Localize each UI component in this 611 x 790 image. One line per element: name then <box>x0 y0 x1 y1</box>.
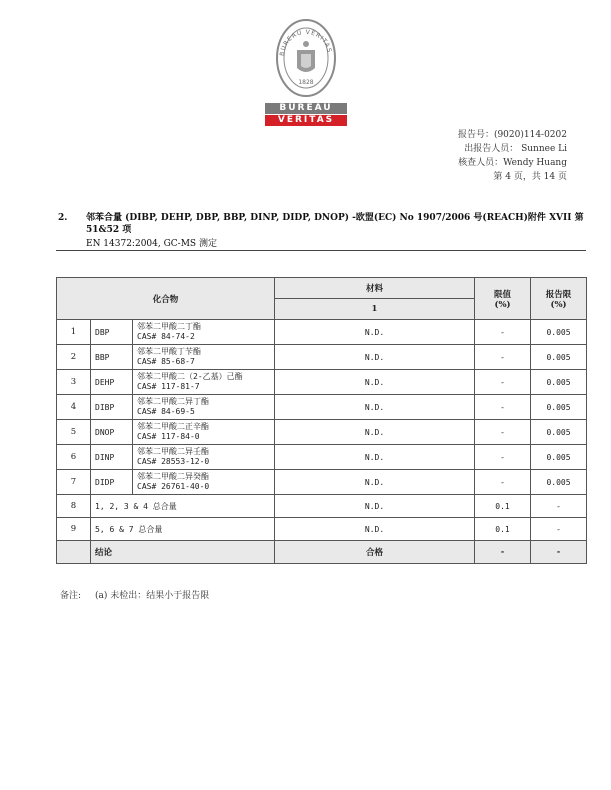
cas-number: CAS# 28553-12-0 <box>137 457 210 466</box>
compound-abbr: DIDP <box>91 470 133 495</box>
section-title: 邻苯合量 (DIBP, DEHP, DBP, BBP, DINP, DIDP, DNOP) -欧盟(EC) No 1907/2006 号(REACH)附件 XVII 第 51&52 项 <box>86 213 584 235</box>
compound-abbr: DEHP <box>91 370 133 395</box>
test-method: EN 14372:2004, GC-MS 测定 <box>86 239 217 249</box>
limit-value: 0.1 <box>475 495 531 518</box>
compound-abbr: BBP <box>91 345 133 370</box>
table-row <box>57 370 587 395</box>
compound-name <box>133 445 275 470</box>
limit-value: - <box>475 445 531 470</box>
results-table <box>56 277 587 564</box>
compound-abbr: DINP <box>91 445 133 470</box>
report-meta <box>458 128 567 184</box>
rl-value: - <box>531 518 587 541</box>
result-value: N.D. <box>275 345 475 370</box>
compound-name <box>133 420 275 445</box>
result-value: N.D. <box>275 470 475 495</box>
footnote <box>60 588 209 601</box>
page-number: 第 4 页，共 14 页 <box>493 172 567 182</box>
table-row <box>57 470 587 495</box>
table-row <box>57 445 587 470</box>
conclusion-blank <box>57 541 91 564</box>
compound-cn-name: 邻苯二甲酸二正辛酯 <box>137 422 209 431</box>
compound-cn-name: 邻苯二甲酸二异癸酯 <box>137 472 209 481</box>
rl-value: 0.005 <box>531 345 587 370</box>
cas-number: CAS# 84-69-5 <box>137 407 195 416</box>
row-number: 8 <box>57 495 91 518</box>
table-row <box>57 495 587 518</box>
result-value: N.D. <box>275 395 475 420</box>
conclusion-limit: - <box>475 541 531 564</box>
report-number: 报告号：(9020)114-0202 <box>457 130 567 140</box>
conclusion-rl: - <box>531 541 587 564</box>
header-rl-label: 报告限 <box>545 289 572 300</box>
row-number: 9 <box>57 518 91 541</box>
row-number: 2 <box>57 345 91 370</box>
rl-value: 0.005 <box>531 395 587 420</box>
compound-name <box>133 345 275 370</box>
note-text: (a) 未检出：结果小于报告限 <box>95 591 210 601</box>
header-material-number: 1 <box>275 299 475 320</box>
header-compound: 化合物 <box>57 278 275 320</box>
header-limit-label: 限值 <box>494 289 512 300</box>
table-row <box>57 518 587 541</box>
sum-label: 5, 6 & 7 总合量 <box>91 518 275 541</box>
result-value: N.D. <box>275 445 475 470</box>
compound-cn-name: 邻苯二甲酸二丁酯 <box>137 322 201 331</box>
sum-label: 1, 2, 3 & 4 总合量 <box>91 495 275 518</box>
limit-value: - <box>475 420 531 445</box>
compound-cn-name: 邻苯二甲酸丁苄酯 <box>137 347 201 356</box>
compound-name <box>133 470 275 495</box>
logo-band-veritas: VERITAS <box>265 115 347 126</box>
cas-number: CAS# 117-84-0 <box>137 432 200 441</box>
compound-abbr: DIBP <box>91 395 133 420</box>
conclusion-result: 合格 <box>275 541 475 564</box>
row-number: 6 <box>57 445 91 470</box>
limit-value: - <box>475 395 531 420</box>
header-material: 材料 <box>275 278 475 299</box>
table-row <box>57 420 587 445</box>
result-value: N.D. <box>275 320 475 345</box>
compound-name <box>133 320 275 345</box>
rl-value: 0.005 <box>531 370 587 395</box>
svg-text:1828: 1828 <box>298 79 314 86</box>
rl-value: - <box>531 495 587 518</box>
limit-value: 0.1 <box>475 518 531 541</box>
rl-value: 0.005 <box>531 470 587 495</box>
compound-name <box>133 395 275 420</box>
rl-value: 0.005 <box>531 320 587 345</box>
cas-number: CAS# 85-68-7 <box>137 357 195 366</box>
conclusion-label: 结论 <box>91 541 275 564</box>
compound-cn-name: 邻苯二甲酸二（2-乙基）己酯 <box>137 372 243 381</box>
cas-number: CAS# 84-74-2 <box>137 332 195 341</box>
limit-value: - <box>475 345 531 370</box>
row-number: 5 <box>57 420 91 445</box>
header-limit <box>475 278 531 320</box>
logo-band-bureau: BUREAU <box>265 103 347 114</box>
row-number: 1 <box>57 320 91 345</box>
header-reporting-limit <box>531 278 587 320</box>
row-number: 4 <box>57 395 91 420</box>
compound-cn-name: 邻苯二甲酸二异壬酯 <box>137 447 209 456</box>
result-value: N.D. <box>275 518 475 541</box>
section-divider <box>56 250 586 251</box>
issuer: 出报告人员： Sunnee Li <box>464 144 567 154</box>
compound-abbr: DNOP <box>91 420 133 445</box>
section-number: 2. <box>58 213 68 223</box>
result-value: N.D. <box>275 495 475 518</box>
seal-icon <box>275 16 337 98</box>
limit-value: - <box>475 320 531 345</box>
cas-number: CAS# 26761-40-0 <box>137 482 210 491</box>
row-number: 7 <box>57 470 91 495</box>
reviewer: 核查人员：Wendy Huang <box>458 158 567 168</box>
result-value: N.D. <box>275 420 475 445</box>
rl-value: 0.005 <box>531 420 587 445</box>
header-rl-unit: (%) <box>550 299 567 310</box>
table-row <box>57 395 587 420</box>
note-label: 备注: <box>60 591 82 601</box>
cas-number: CAS# 117-81-7 <box>137 382 200 391</box>
table-row <box>57 345 587 370</box>
bureau-veritas-logo <box>263 12 349 125</box>
compound-rows <box>57 320 587 564</box>
limit-value: - <box>475 370 531 395</box>
compound-abbr: DBP <box>91 320 133 345</box>
limit-value: - <box>475 470 531 495</box>
compound-cn-name: 邻苯二甲酸二异丁酯 <box>137 397 209 406</box>
rl-value: 0.005 <box>531 445 587 470</box>
svg-text:BUREAU VERITAS: BUREAU VERITAS <box>278 28 333 57</box>
table-row <box>57 320 587 345</box>
row-number: 3 <box>57 370 91 395</box>
compound-name <box>133 370 275 395</box>
conclusion-row <box>57 541 587 564</box>
result-value: N.D. <box>275 370 475 395</box>
header-limit-unit: (%) <box>494 299 511 310</box>
